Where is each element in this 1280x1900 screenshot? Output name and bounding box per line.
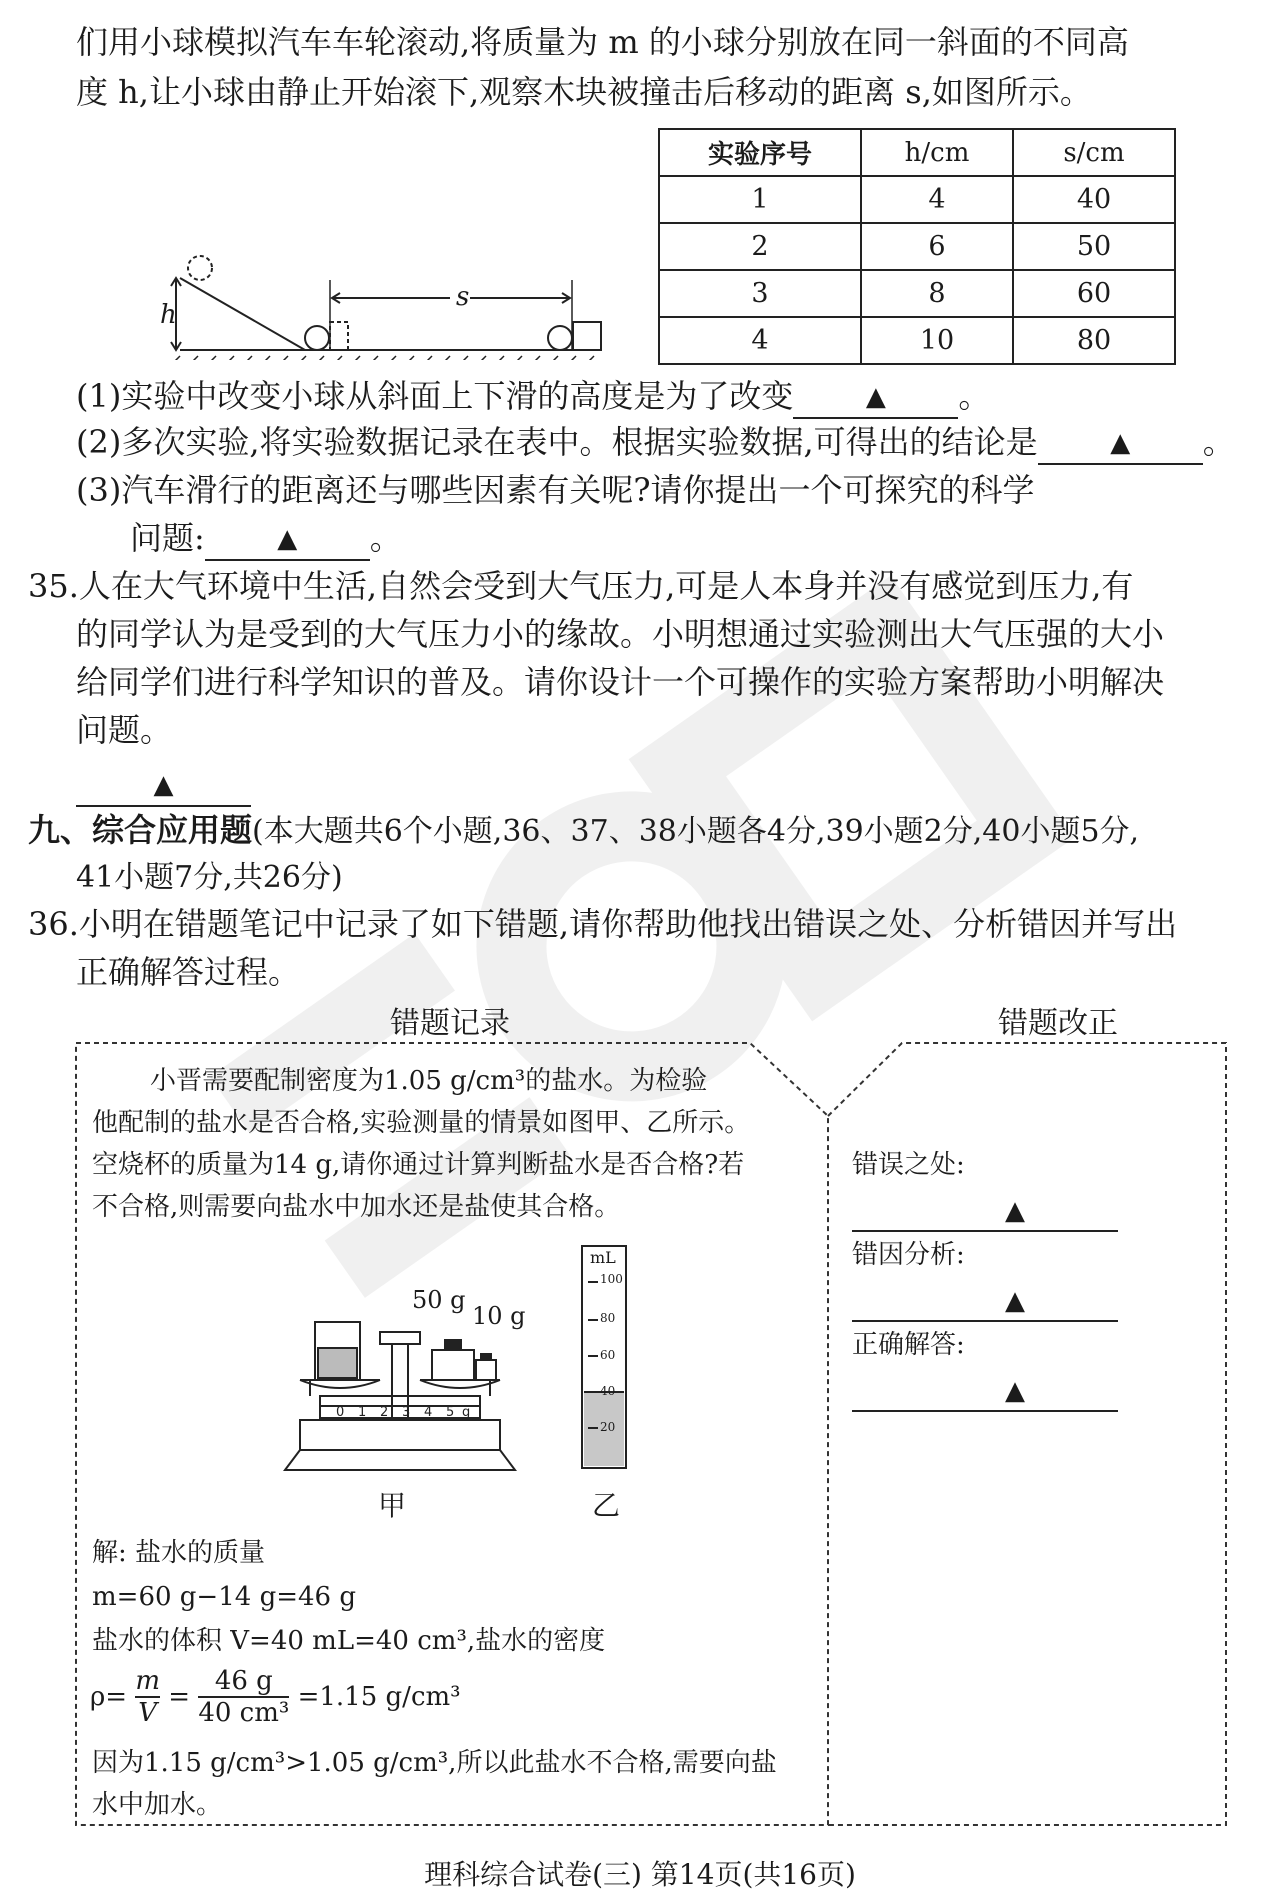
solution-line1: 解: 盐水的质量 xyxy=(92,1538,266,1568)
solution-line5: 因为1.15 g/cm³>1.05 g/cm³,所以此盐水不合格,需要向盐 xyxy=(92,1748,777,1778)
table-cell: 10 xyxy=(861,317,1013,364)
weight-50g-label: 50 g xyxy=(412,1286,466,1314)
section9-desc2: 41小题7分,共26分) xyxy=(76,860,343,895)
section9-title: 九、综合应用题 xyxy=(28,811,253,849)
cylinder-unit: mL xyxy=(590,1248,616,1267)
table-header-cell: 实验序号 xyxy=(659,129,861,176)
density-result: =1.15 g/cm³ xyxy=(297,1682,461,1712)
solution-line2: m=60 g−14 g=46 g xyxy=(92,1582,356,1612)
scale-tick: 1 xyxy=(358,1405,367,1420)
answer-marker-icon: ▲ xyxy=(153,770,174,800)
scale-tick: 3 xyxy=(402,1405,411,1420)
table-header-cell: h/cm xyxy=(861,129,1013,176)
q34-intro-line1: 们用小球模拟汽车车轮滚动,将质量为 m 的小球分别放在同一斜面的不同高 xyxy=(76,23,1129,61)
problem-line2: 他配制的盐水是否合格,实验测量的情景如图甲、乙所示。 xyxy=(92,1108,751,1138)
equals-sign: = xyxy=(168,1682,191,1712)
answer-marker-icon: ▲ xyxy=(1005,1286,1025,1316)
cylinder-tick: 20 xyxy=(600,1420,616,1434)
solution-line4-formula xyxy=(90,1666,461,1728)
h-label: h xyxy=(160,300,177,330)
scale-tick: 5 xyxy=(446,1405,455,1420)
s-label: s xyxy=(456,282,470,312)
right-header: 错题改正 xyxy=(998,1006,1118,1041)
answer-marker-icon: ▲ xyxy=(1110,428,1131,458)
table-cell: 6 xyxy=(861,223,1013,270)
answer-blank[interactable] xyxy=(852,1286,1118,1322)
left-header: 错题记录 xyxy=(390,1006,510,1041)
problem-line3: 空烧杯的质量为14 g,请你通过计算判断盐水是否合格?若 xyxy=(92,1150,745,1180)
q34-sub2-text: (2)多次实验,将实验数据记录在表中。根据实验数据,可得出的结论是 xyxy=(76,423,1038,461)
table-cell: 4 xyxy=(659,317,861,364)
q34-sub1-text: (1)实验中改变小球从斜面上下滑的高度是为了改变 xyxy=(76,377,794,415)
fraction-numerator: 46 g xyxy=(198,1666,289,1698)
q36-line2: 正确解答过程。 xyxy=(76,953,301,991)
correct-solution-label: 正确解答: xyxy=(852,1330,965,1360)
period: 。 xyxy=(1202,423,1235,461)
period: 。 xyxy=(369,519,402,557)
answer-blank[interactable] xyxy=(852,1376,1118,1412)
cylinder-tick: 100 xyxy=(600,1272,623,1286)
answer-marker-icon: ▲ xyxy=(1005,1196,1025,1226)
scale-tick: 2 xyxy=(380,1405,389,1420)
table-cell: 40 xyxy=(1013,176,1175,223)
scale-tick: g xyxy=(462,1405,471,1420)
q34-sub3-line1: (3)汽车滑行的距离还与哪些因素有关呢?请你提出一个可探究的科学 xyxy=(76,471,1035,509)
error-location-label: 错误之处: xyxy=(852,1150,965,1180)
answer-marker-icon: ▲ xyxy=(865,382,886,412)
answer-marker-icon: ▲ xyxy=(277,524,298,554)
q35-line4: 问题。 xyxy=(76,711,173,749)
table-cell: 4 xyxy=(861,176,1013,223)
page-footer: 理科综合试卷(三) 第14页(共16页) xyxy=(424,1858,856,1891)
fraction-denominator: 40 cm³ xyxy=(198,1698,290,1728)
cylinder-tick: 60 xyxy=(600,1348,616,1362)
table-cell: 60 xyxy=(1013,270,1175,317)
scale-tick: 0 xyxy=(336,1405,345,1420)
figure-yi-label: 乙 xyxy=(592,1489,621,1522)
fraction-values xyxy=(198,1666,289,1728)
error-analysis-label: 错因分析: xyxy=(852,1240,965,1270)
period: 。 xyxy=(958,377,991,415)
fraction-denominator: V xyxy=(138,1698,158,1728)
q35-line3: 给同学们进行科学知识的普及。请你设计一个可操作的实验方案帮助小明解决 xyxy=(76,663,1165,701)
table-cell: 80 xyxy=(1013,317,1175,364)
q34-intro-line2: 度 h,让小球由静止开始滚下,观察木块被撞击后移动的距离 s,如图所示。 xyxy=(76,73,1092,111)
solution-line6: 水中加水。 xyxy=(92,1790,223,1820)
answer-marker-icon: ▲ xyxy=(1005,1376,1025,1406)
table-cell: 3 xyxy=(659,270,861,317)
table-cell: 1 xyxy=(659,176,861,223)
solution-line3: 盐水的体积 V=40 mL=40 cm³,盐水的密度 xyxy=(92,1626,606,1656)
cylinder-tick: 80 xyxy=(600,1311,616,1325)
q35-line1: 35.人在大气环境中生活,自然会受到大气压力,可是人本身并没有感觉到压力,有 xyxy=(28,567,1134,605)
scale-tick: 4 xyxy=(424,1405,433,1420)
table-header-cell: s/cm xyxy=(1013,129,1175,176)
figure-jia-label: 甲 xyxy=(378,1489,407,1522)
q35-line2: 的同学认为是受到的大气压力小的缘故。小明想通过实验测出大气压强的大小 xyxy=(76,615,1165,653)
q34-sub3-text: 问题: xyxy=(130,519,205,557)
answer-blank[interactable] xyxy=(852,1196,1118,1232)
cylinder-tick: 40 xyxy=(600,1384,616,1398)
fraction-m-v xyxy=(135,1666,160,1728)
table-cell: 2 xyxy=(659,223,861,270)
problem-line1: 小晋需要配制密度为1.05 g/cm³的盐水。为检验 xyxy=(150,1066,708,1096)
rho-symbol: ρ= xyxy=(90,1682,128,1712)
weight-10g-label: 10 g xyxy=(472,1302,526,1330)
table-cell: 50 xyxy=(1013,223,1175,270)
fraction-numerator: m xyxy=(135,1666,160,1696)
section9-desc: (本大题共6个小题,36、37、38小题各4分,39小题2分,40小题5分, xyxy=(252,814,1140,849)
problem-line4: 不合格,则需要向盐水中加水还是盐使其合格。 xyxy=(92,1192,621,1222)
q36-line1: 36.小明在错题笔记中记录了如下错题,请你帮助他找出错误之处、分析错因并写出 xyxy=(28,905,1178,943)
table-cell: 8 xyxy=(861,270,1013,317)
